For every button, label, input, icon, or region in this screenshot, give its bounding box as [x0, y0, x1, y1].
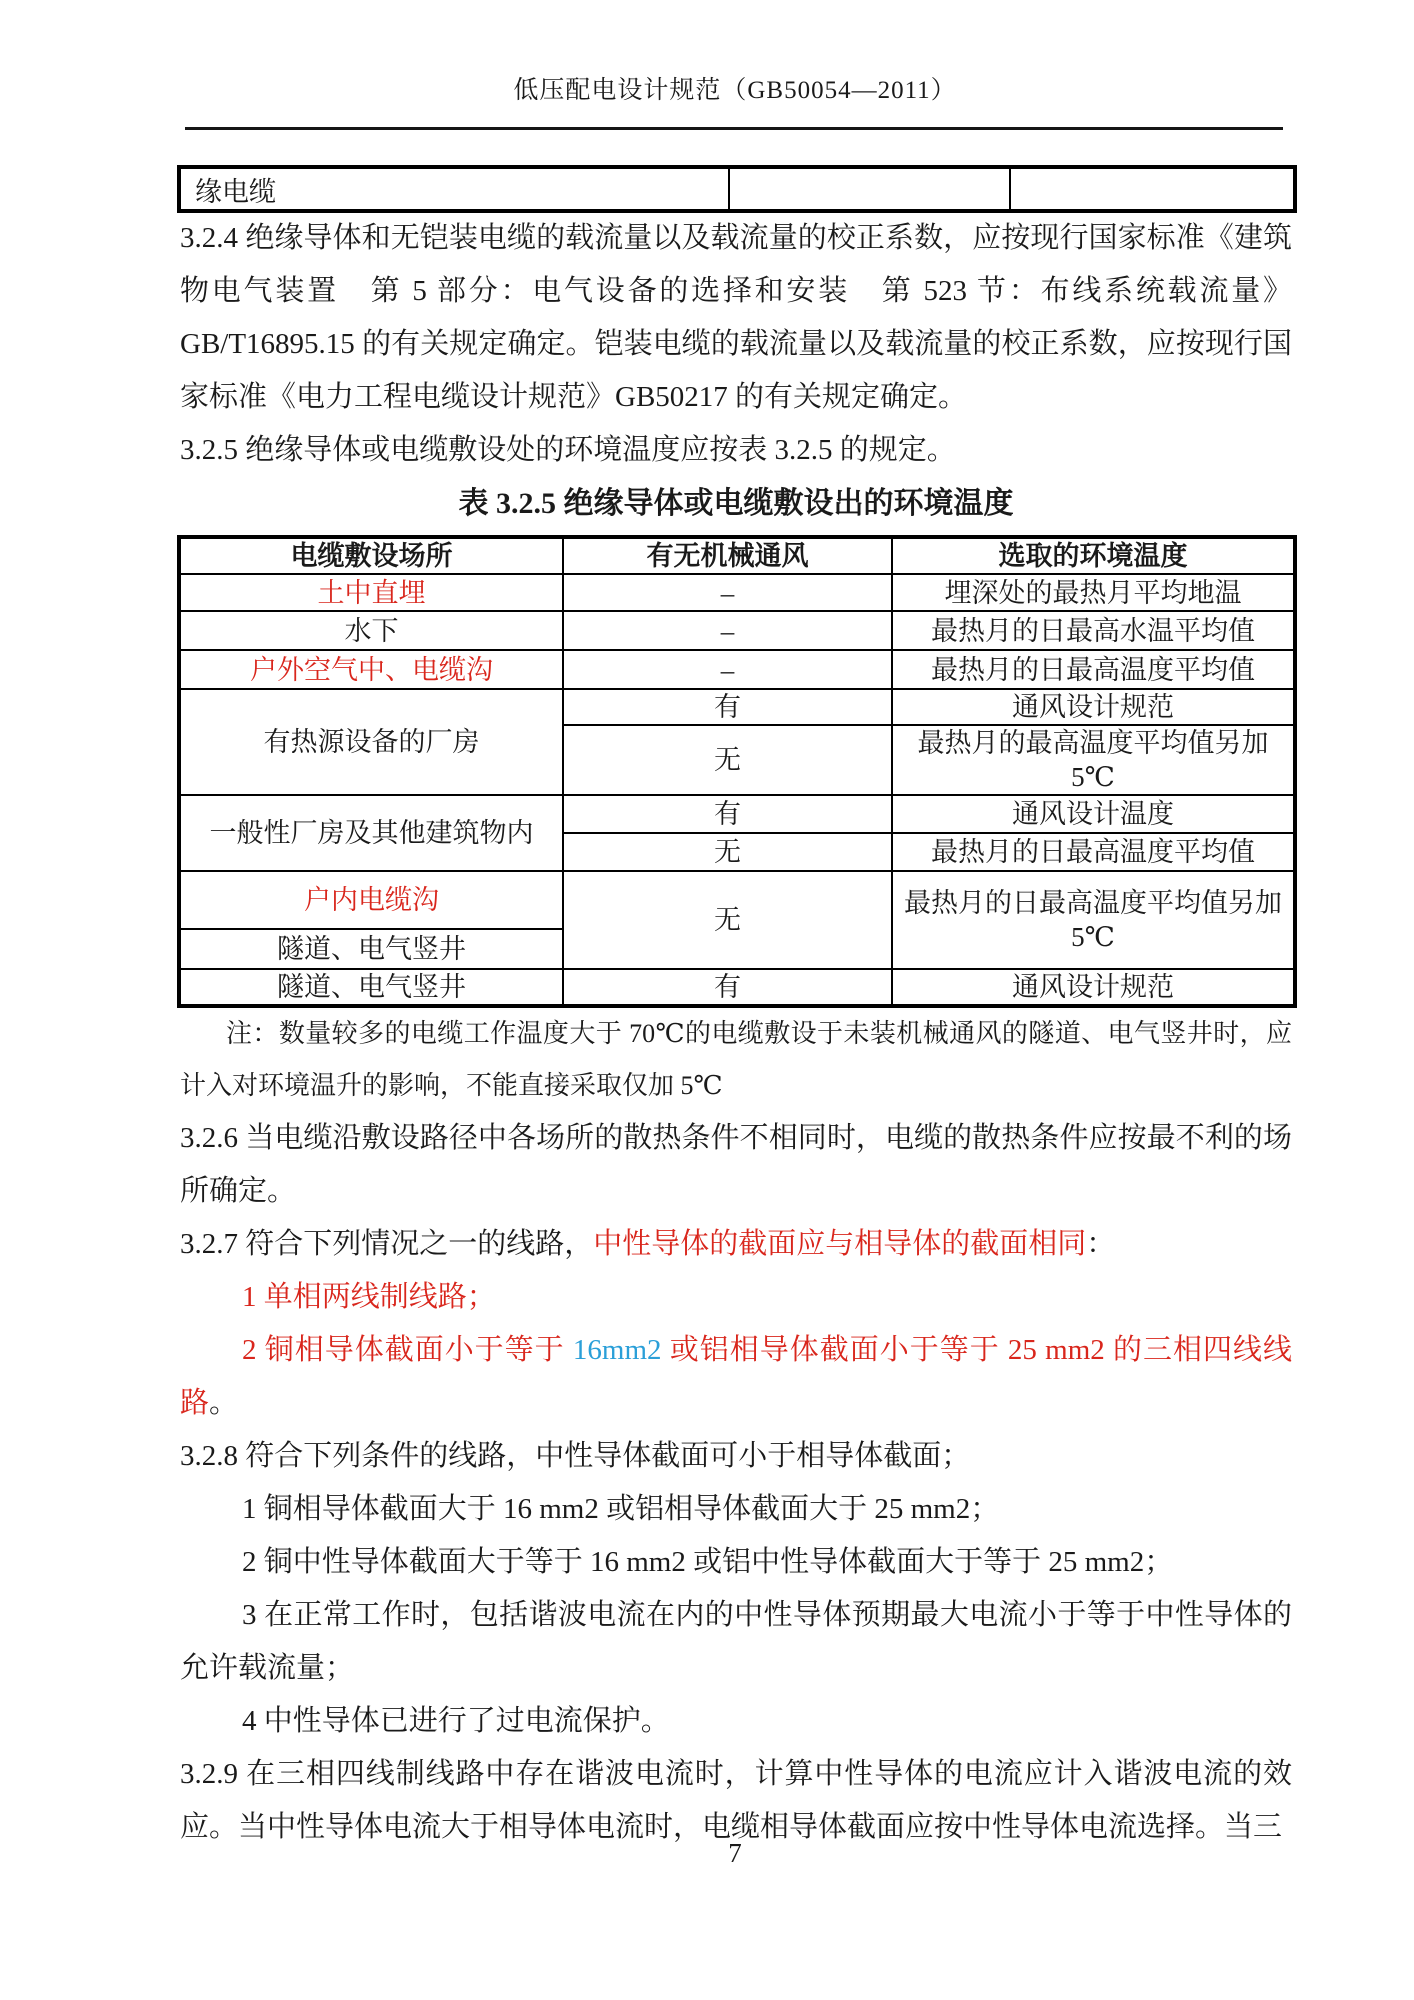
- clause-3-2-8: 3.2.8 符合下列条件的线路，中性导体截面可小于相导体截面；: [180, 1440, 971, 1472]
- table-cell: 通风设计温度: [892, 795, 1295, 833]
- item-2-period: 。: [209, 1387, 239, 1419]
- clause-3-2-8-item-2: 2 铜中性导体截面大于等于 16 mm2 或铝中性导体截面大于等于 25 mm2；: [242, 1546, 1174, 1578]
- continued-table-fragment: [177, 165, 1297, 213]
- clause-3-2-8-item-3: 3 在正常工作时，包括谐波电流在内的中性导体预期最大电流小于等于中性导体的允许载流量；: [180, 1599, 1292, 1684]
- table-row: [179, 574, 1295, 611]
- table-header-cell: 电缆敷设场所: [179, 537, 563, 574]
- clause-3-2-7-prefix: 3.2.7 符合下列情况之一的线路，: [180, 1228, 594, 1260]
- clause-3-2-6: 3.2.6 当电缆沿敷设路径中各场所的散热条件不相同时，电缆的散热条件应按最不利的场所确定。: [180, 1122, 1292, 1207]
- clause-3-2-4: 3.2.4 绝缘导体和无铠装电缆的载流量以及载流量的校正系数，应按现行国家标准《建筑物电气装置 第 5 部分：电气设备的选择和安装 第 523 节：布线系统载流量》GB/T16895.15 的有关规定确定。铠装电缆的载流量以及载流量的校正系数，应按现行国家标准《电力工程电缆设计规范》GB50217 的有关规定确定。: [180, 222, 1292, 413]
- table-row: [179, 969, 1295, 1006]
- table-cell: 最热月的日最高水温平均值: [892, 611, 1295, 650]
- document-body: [180, 212, 1292, 1854]
- table-cell: 有: [563, 689, 892, 725]
- table-header-cell: 选取的环境温度: [892, 537, 1295, 574]
- table-row: [179, 871, 1295, 929]
- header-rule: [185, 127, 1283, 130]
- table-cell: 最热月的日最高温度平均值: [892, 833, 1295, 871]
- header-title: 低压配电设计规范（GB50054—2011）: [513, 77, 957, 104]
- table-cell: [729, 167, 1010, 211]
- table-cell: 最热月的日最高温度平均值另加 5℃: [892, 871, 1295, 969]
- table-cell: 水下: [179, 611, 563, 650]
- clause-3-2-9: 3.2.9 在三相四线制线路中存在谐波电流时，计算中性导体的电流应计入谐波电流的效应。当中性导体电流大于相导体电流时，电缆相导体截面应按中性导体电流选择。当三: [180, 1758, 1292, 1843]
- table-cell: 最热月的日最高温度平均值: [892, 650, 1295, 689]
- table-row: [179, 611, 1295, 650]
- clause-3-2-7: [180, 1218, 1292, 1271]
- clause-3-2-7-highlight: 中性导体的截面应与相导体的截面相同: [593, 1228, 1087, 1260]
- table-cell: 通风设计规范: [892, 689, 1295, 725]
- table-cell: 有热源设备的厂房: [179, 689, 563, 795]
- clause-3-2-7-item-1: 1 单相两线制线路；: [242, 1281, 496, 1313]
- table-row: [179, 795, 1295, 833]
- table-header-cell: 有无机械通风: [563, 537, 892, 574]
- table-cell: 无: [563, 833, 892, 871]
- table-cell: 户外空气中、电缆沟: [179, 650, 563, 689]
- table-row: [179, 167, 1295, 211]
- clause-3-2-8-item-1: 1 铜相导体截面大于 16 mm2 或铝相导体截面大于 25 mm2；: [242, 1493, 1000, 1525]
- clause-3-2-7-colon: ：: [1086, 1228, 1116, 1260]
- item-2-blue-segment: 16mm2: [572, 1334, 662, 1366]
- table-cell: 土中直埋: [179, 574, 563, 611]
- table-cell: 通风设计规范: [892, 969, 1295, 1006]
- table-cell: [1010, 167, 1295, 211]
- table-cell: 一般性厂房及其他建筑物内: [179, 795, 563, 871]
- table-3-2-5-title: 表 3.2.5 绝缘导体或电缆敷设出的环境温度: [458, 487, 1014, 520]
- table-cell: 无: [563, 725, 892, 795]
- table-cell: 最热月的最高温度平均值另加 5℃: [892, 725, 1295, 795]
- page-number: 7: [728, 1838, 742, 1868]
- table-cell: 隧道、电气竖井: [179, 969, 563, 1006]
- table-note: 注：数量较多的电缆工作温度大于 70℃的电缆敷设于未装机械通风的隧道、电气竖井时，应计入对环境温升的影响，不能直接采取仅加 5℃: [180, 1019, 1292, 1100]
- table-cell: 隧道、电气竖井: [179, 929, 563, 969]
- table-cell: 户内电缆沟: [179, 871, 563, 929]
- page-header: [177, 70, 1293, 106]
- table-cell: 埋深处的最热月平均地温: [892, 574, 1295, 611]
- item-2-red-segment: 2 铜相导体截面小于等于: [242, 1334, 573, 1366]
- clause-3-2-7-item-2: [180, 1324, 1292, 1430]
- table-cell: 有: [563, 795, 892, 833]
- table-header-row: [179, 537, 1295, 574]
- table-row: [179, 689, 1295, 725]
- clause-3-2-8-item-4: 4 中性导体已进行了过电流保护。: [242, 1705, 670, 1737]
- item-2-red-segment: 或铝相导体截面小于等于 25 mm2 的三相四线线路: [180, 1334, 1292, 1419]
- table-cell: 有: [563, 969, 892, 1006]
- table-cell: –: [563, 611, 892, 650]
- clause-3-2-5: 3.2.5 绝缘导体或电缆敷设处的环境温度应按表 3.2.5 的规定。: [180, 434, 956, 466]
- table-3-2-5: [177, 535, 1297, 1008]
- table-cell: 无: [563, 871, 892, 969]
- table-cell: –: [563, 574, 892, 611]
- table-cell: 缘电缆: [179, 167, 729, 211]
- table-row: [179, 650, 1295, 689]
- table-cell: –: [563, 650, 892, 689]
